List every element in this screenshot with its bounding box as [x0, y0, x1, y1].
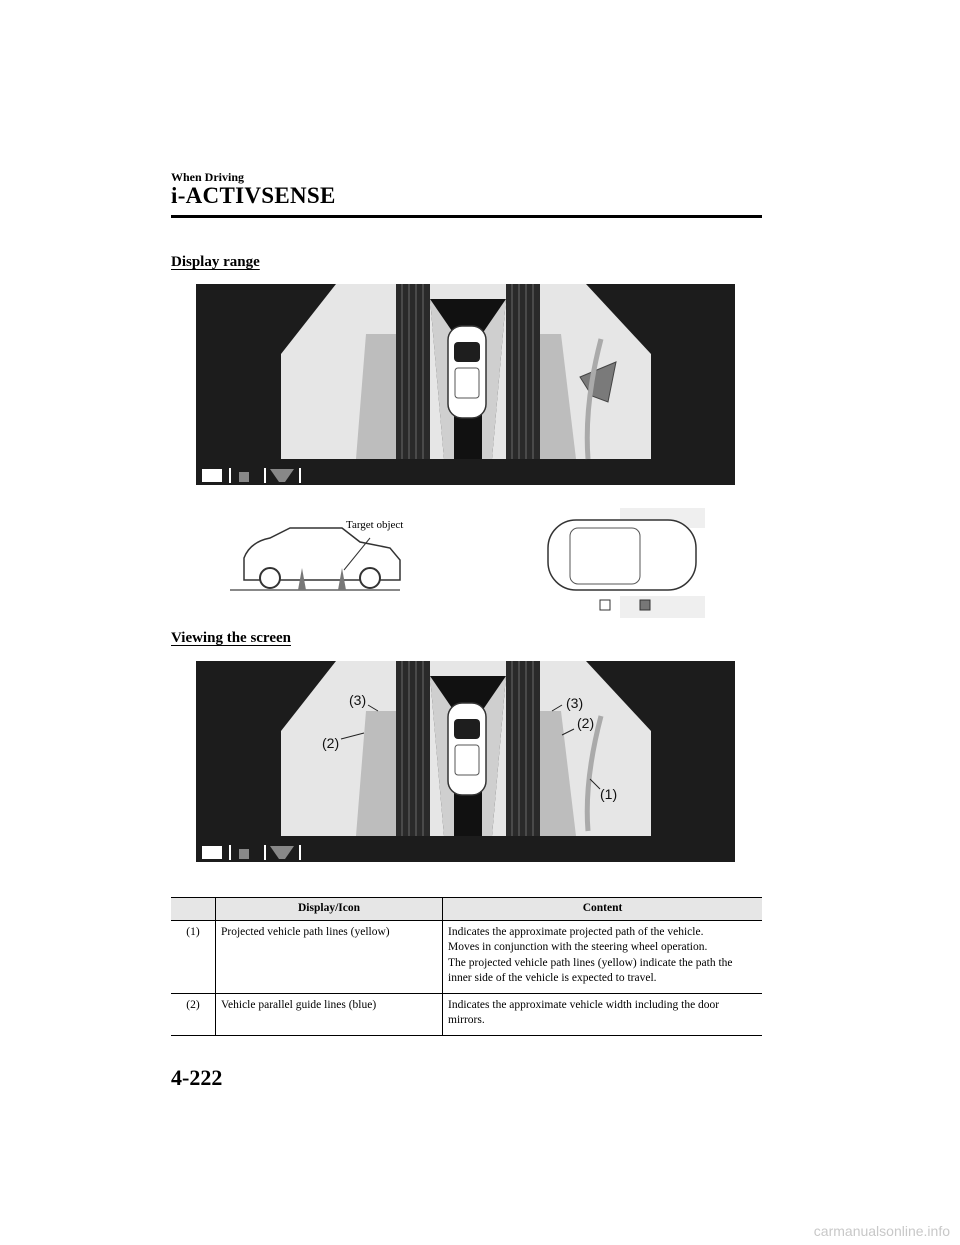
chapter-title: i-ACTIVSENSE	[171, 183, 336, 208]
camera-view-display-range	[196, 284, 735, 485]
display-icon-table	[171, 897, 762, 1036]
display-range-heading: Display range	[171, 254, 260, 270]
viewing-screen-heading: Viewing the screen	[171, 630, 291, 646]
callout-2-left: (2)	[322, 735, 340, 751]
content-line: Indicates the approximate projected path of the vehicle.	[448, 925, 704, 938]
content-line: Moves in conjunction with the steering wheel operation.	[448, 941, 708, 954]
table-row	[171, 920, 762, 993]
camera-view-labeled	[196, 661, 735, 862]
callout-3-left: (3)	[349, 692, 367, 708]
header-rule	[171, 215, 762, 218]
page-number: 4-222	[171, 1065, 223, 1090]
row-num: (2)	[171, 993, 216, 1035]
row-display-icon: Projected vehicle path lines (yellow)	[216, 920, 443, 993]
table-row	[171, 993, 762, 1035]
target-object-label: Target object	[346, 519, 404, 531]
header-display-icon: Display/Icon	[216, 898, 443, 921]
callout-2-right: (2)	[577, 715, 595, 731]
row-num: (1)	[171, 920, 216, 993]
row-content	[443, 920, 763, 993]
header-num	[171, 898, 216, 921]
callout-1: (1)	[600, 786, 618, 802]
header-content: Content	[443, 898, 763, 921]
content-line: Indicates the approximate vehicle width including the door mirrors.	[448, 998, 720, 1027]
watermark: carmanualsonline.info	[813, 1223, 950, 1239]
target-object-diagrams	[230, 498, 705, 620]
section-label: When Driving	[171, 170, 245, 184]
content-line: The projected vehicle path lines (yellow) indicate the path the inner side of the vehicle is expected to travel.	[448, 956, 733, 985]
row-content	[443, 993, 763, 1035]
table-header-row	[171, 898, 762, 921]
callout-3-right: (3)	[566, 695, 584, 711]
row-display-icon: Vehicle parallel guide lines (blue)	[216, 993, 443, 1035]
